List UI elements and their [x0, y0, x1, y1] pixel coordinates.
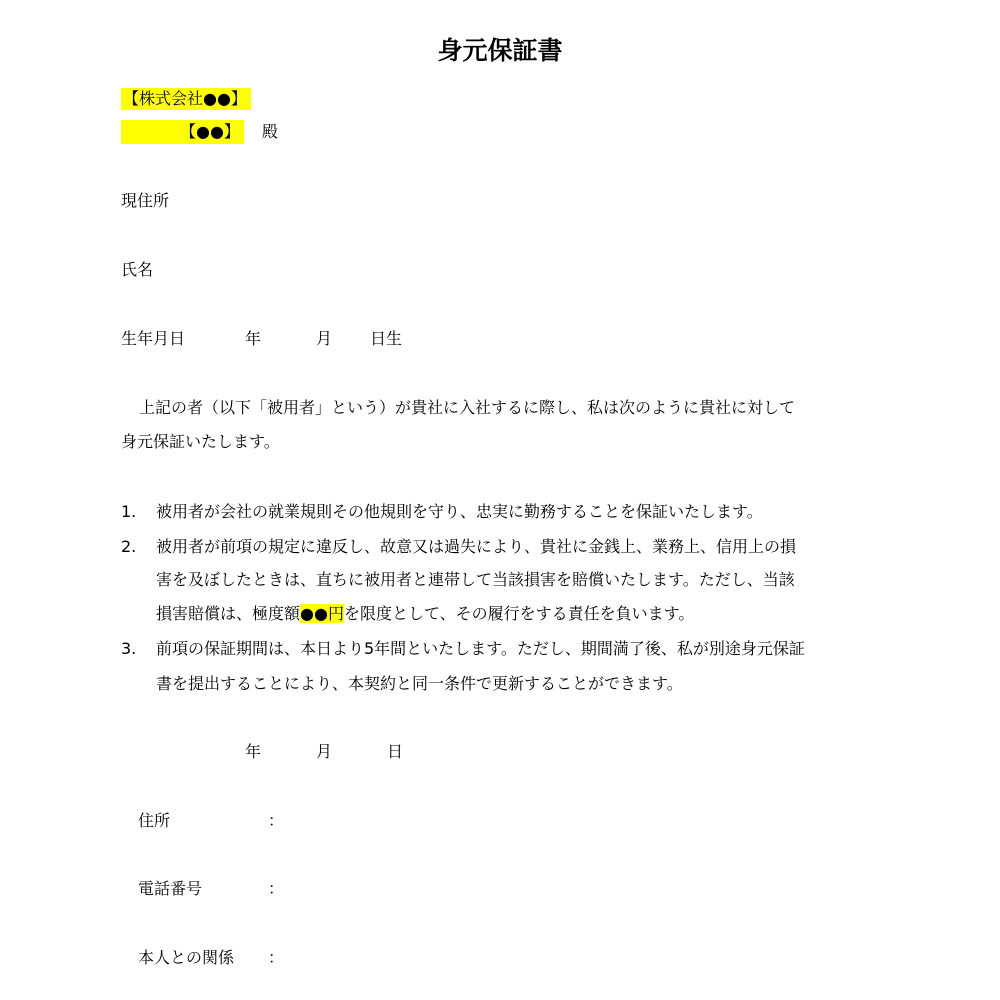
item-number: 1.	[121, 502, 137, 521]
signer-phone-colon: ：	[268, 879, 285, 898]
date-year-label: 年	[245, 742, 262, 761]
birth-month-label: 月	[316, 329, 333, 348]
intro-line-2: 身元保証いたします。	[121, 432, 280, 451]
item-2-line-2: 害を及ぼしたときは、直ちに被用者と連帯して当該損害を賠償いたします。ただし、当該	[156, 570, 795, 589]
item-number: 3.	[121, 639, 137, 658]
date-day-label: 日	[387, 742, 404, 761]
item-2-line-3-after: を限度として、その履行をする責任を負います。	[343, 604, 695, 623]
item-3-line-1: 前項の保証期間は、本日より5年間といたします。ただし、期間満了後、私が別途身元保証	[156, 639, 805, 658]
guarantee-limit-amount: ●●円	[300, 604, 344, 623]
item-1-line-1: 被用者が会社の就業規則その他規則を守り、忠実に勤務することを保証いたします。	[156, 502, 763, 521]
current-address-label: 現住所	[121, 191, 170, 210]
signer-relation-label: 本人との関係	[138, 948, 235, 967]
item-2-line-3	[156, 606, 694, 622]
birth-year-label: 年	[245, 329, 262, 348]
addressee-company: 【株式会社●●】	[121, 88, 251, 110]
signer-address-label: 住所	[138, 811, 171, 830]
document-title: 身元保証書	[437, 36, 563, 65]
item-2-line-3-before: 損害賠償は、極度額	[156, 604, 301, 623]
signer-address-colon: ：	[268, 811, 285, 830]
item-2-line-1: 被用者が前項の規定に違反し、故意又は過失により、貴社に金銭上、業務上、信用上の損	[156, 537, 797, 556]
birthdate-label: 生年月日	[121, 329, 186, 348]
item-number: 2.	[121, 537, 137, 556]
name-label: 氏名	[121, 260, 154, 279]
date-month-label: 月	[316, 742, 333, 761]
signer-relation-colon: ：	[268, 948, 285, 967]
item-3-line-2: 書を提出することにより、本契約と同一条件で更新することができます。	[156, 674, 683, 693]
addressee-honorific: 殿	[262, 122, 279, 141]
signer-phone-label: 電話番号	[138, 879, 203, 898]
intro-line-1: 上記の者（以下「被用者」という）が貴社に入社するに際し、私は次のように貴社に対して	[139, 398, 796, 417]
addressee-name: 【●●】	[180, 122, 240, 141]
birth-day-label: 日生	[370, 329, 403, 348]
